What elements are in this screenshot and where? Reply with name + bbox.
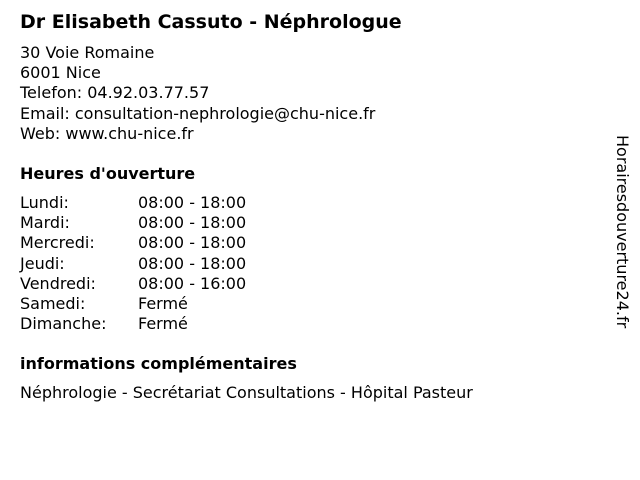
day-label: Mardi: [20, 213, 70, 233]
hours-row-mardi [20, 213, 246, 233]
hours-row-mercredi [20, 233, 246, 253]
email-text: Email: consultation-nephrologie@chu-nice.fr [20, 103, 376, 123]
hours-table [20, 193, 246, 334]
site-watermark: Horairesdouverture24.fr [613, 135, 632, 329]
hours-row-jeudi [20, 254, 246, 274]
info-text: Néphrologie - Secrétariat Consultations - Hôpital Pasteur [20, 383, 473, 402]
address-city: 6001 Nice [20, 63, 101, 83]
web-text: Web: www.chu-nice.fr [20, 123, 194, 143]
hours-row-samedi [20, 294, 246, 314]
day-label: Lundi: [20, 193, 69, 212]
day-label: Dimanche: [20, 314, 107, 334]
day-label: Samedi: [20, 293, 86, 313]
hours-value: 08:00 - 18:00 [138, 233, 247, 253]
hours-row-vendredi [20, 274, 246, 294]
day-label: Vendredi: [20, 273, 96, 293]
hours-row-lundi [20, 193, 246, 213]
hours-value: Fermé [138, 293, 188, 313]
day-label: Mercredi: [20, 233, 95, 253]
hours-heading: Heures d'ouverture [20, 164, 196, 183]
page-title: Dr Elisabeth Cassuto - Néphrologue [20, 11, 402, 33]
hours-value: 08:00 - 18:00 [138, 213, 247, 233]
hours-value: 08:00 - 18:00 [138, 193, 247, 212]
hours-row-dimanche [20, 314, 246, 334]
contact-block [20, 43, 375, 144]
day-label: Jeudi: [20, 253, 65, 273]
address-street: 30 Voie Romaine [20, 43, 155, 62]
hours-value: 08:00 - 16:00 [138, 273, 247, 293]
hours-value: Fermé [138, 314, 188, 334]
info-heading: informations complémentaires [20, 354, 297, 373]
hours-value: 08:00 - 18:00 [138, 253, 247, 273]
phone-text: Telefon: 04.92.03.77.57 [20, 83, 210, 103]
